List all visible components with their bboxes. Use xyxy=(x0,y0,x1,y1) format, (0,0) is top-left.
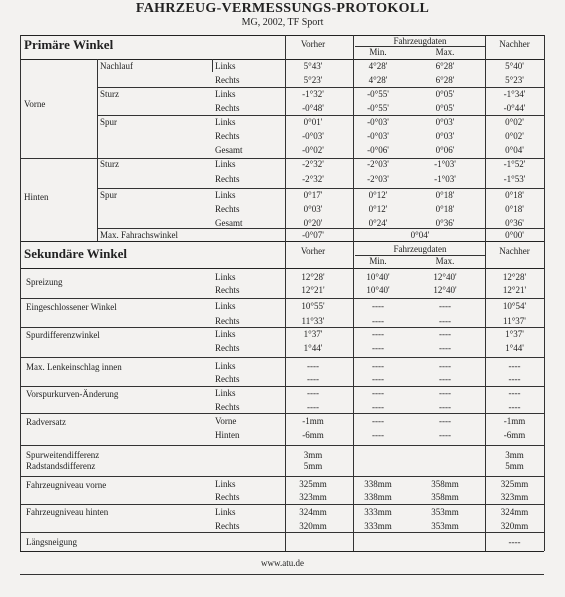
min-value: ---- xyxy=(372,430,384,440)
parameter-name: Fahrzeugniveau vorne xyxy=(26,480,107,490)
min-value: 0°12' xyxy=(368,190,388,200)
col-min-header-2: Min. xyxy=(369,256,387,266)
parameter-name: Spreizung xyxy=(26,277,63,287)
min-value: 338mm xyxy=(364,479,392,489)
max-value: 353mm xyxy=(431,521,459,531)
side-label: Links xyxy=(215,159,236,169)
before-value: 12°21' xyxy=(301,285,325,295)
before-value: 0°17' xyxy=(303,190,323,200)
col-min-header: Min. xyxy=(369,47,387,57)
col-spec-header-2: Fahrzeugdaten xyxy=(393,244,447,254)
before-value: -0°03' xyxy=(302,131,324,141)
after-value: 325mm xyxy=(500,479,529,489)
after-value: ---- xyxy=(508,388,521,398)
after-value: 0°04' xyxy=(505,145,524,155)
after-value: -1°53' xyxy=(503,174,526,184)
col-max-header-2: Max. xyxy=(435,256,455,266)
max-value: 12°40' xyxy=(433,285,457,295)
max-value: 358mm xyxy=(431,492,459,502)
after-value: 3mm xyxy=(505,450,524,460)
side-label: Rechts xyxy=(215,492,240,502)
before-value: ---- xyxy=(307,388,319,398)
max-value: 0°05' xyxy=(435,103,455,113)
before-value: 0°03' xyxy=(303,204,323,214)
table-rule xyxy=(20,357,544,358)
before-value: 10°55' xyxy=(301,301,325,311)
max-value: ---- xyxy=(439,301,451,311)
max-value: 0°03' xyxy=(435,131,455,141)
min-value: -0°55' xyxy=(367,103,389,113)
table-rule xyxy=(97,87,544,88)
rear-axle-label: Hinten xyxy=(24,192,49,202)
before-value: 320mm xyxy=(299,521,327,531)
min-value: ---- xyxy=(372,329,384,339)
table-rule xyxy=(20,35,544,36)
min-value: 338mm xyxy=(364,492,392,502)
after-value: 0°36' xyxy=(505,218,524,228)
angle-group-label: Sturz xyxy=(100,159,119,169)
side-label: Rechts xyxy=(215,316,240,326)
parameter-name: Fahrzeugniveau hinten xyxy=(26,507,109,517)
table-rule xyxy=(20,476,544,477)
min-value: ---- xyxy=(372,361,384,371)
before-value: 0°01' xyxy=(303,117,323,127)
after-value: ---- xyxy=(508,537,521,547)
max-value: ---- xyxy=(439,361,451,371)
parameter-name: Längsneigung xyxy=(26,537,77,547)
before-value: 0°20' xyxy=(303,218,323,228)
table-rule xyxy=(355,46,485,47)
max-value: 0°05' xyxy=(435,89,455,99)
min-value: 0°24' xyxy=(368,218,388,228)
table-rule xyxy=(353,35,354,551)
max-value: 358mm xyxy=(431,479,459,489)
min-value: -0°03' xyxy=(367,117,389,127)
side-label: Rechts xyxy=(215,402,240,412)
after-value: 1°44' xyxy=(505,343,524,353)
side-label: Links xyxy=(215,117,236,127)
table-rule xyxy=(20,445,544,446)
thrust-spec: 0°04' xyxy=(410,230,430,240)
before-value: -0°02' xyxy=(302,145,324,155)
before-value: 324mm xyxy=(299,507,327,517)
before-value: -2°32' xyxy=(302,174,324,184)
table-rule xyxy=(20,532,544,533)
table-rule xyxy=(97,188,544,189)
front-axle-label: Vorne xyxy=(24,99,46,109)
angle-group-label: Nachlauf xyxy=(100,61,133,71)
min-value: 0°12' xyxy=(368,204,388,214)
max-value: 0°03' xyxy=(435,117,455,127)
after-value: 0°18' xyxy=(505,204,524,214)
max-value: ---- xyxy=(439,402,451,412)
col-before-header: Vorher xyxy=(300,39,326,49)
table-rule xyxy=(20,413,544,414)
max-value: 353mm xyxy=(431,507,459,517)
col-before-header-2: Vorher xyxy=(300,246,326,256)
max-value: 0°06' xyxy=(435,145,455,155)
max-value: 0°18' xyxy=(435,190,455,200)
min-value: -2°03' xyxy=(367,159,389,169)
max-value: ---- xyxy=(439,388,451,398)
thrust-before: -0°07' xyxy=(302,230,324,240)
table-rule xyxy=(544,35,545,551)
before-value: ---- xyxy=(307,361,319,371)
side-label: Rechts xyxy=(215,521,240,531)
max-value: -1°03' xyxy=(434,159,456,169)
before-value: 5°43' xyxy=(303,61,323,71)
after-value: 5°40' xyxy=(505,61,524,71)
max-value: 6°28' xyxy=(435,61,455,71)
before-value: -1°32' xyxy=(302,89,324,99)
side-label: Rechts xyxy=(215,103,240,113)
side-label: Links xyxy=(215,89,236,99)
after-value: 12°21' xyxy=(502,285,527,295)
table-rule xyxy=(485,35,486,551)
side-label: Gesamt xyxy=(215,218,243,228)
side-label: Links xyxy=(215,388,236,398)
after-value: 12°28' xyxy=(502,272,527,282)
max-value: ---- xyxy=(439,416,451,426)
min-value: -0°03' xyxy=(367,131,389,141)
table-rule xyxy=(20,504,544,505)
side-label: Hinten xyxy=(215,430,240,440)
parameter-name: Max. Lenkeinschlag innen xyxy=(26,362,122,372)
side-label: Links xyxy=(215,190,236,200)
min-value: ---- xyxy=(372,316,384,326)
parameter-name: Spurweitendifferenz xyxy=(26,450,100,460)
min-value: 4°28' xyxy=(368,61,388,71)
col-after-header-2: Nachher xyxy=(499,246,530,256)
min-value: ---- xyxy=(372,388,384,398)
table-rule xyxy=(20,35,21,551)
table-rule xyxy=(20,298,544,299)
table-rule xyxy=(20,59,544,60)
before-value: ---- xyxy=(307,374,319,384)
after-value: 324mm xyxy=(500,507,529,517)
col-spec-header: Fahrzeugdaten xyxy=(393,36,447,46)
max-value: ---- xyxy=(439,316,451,326)
before-value: 3mm xyxy=(303,450,323,460)
min-value: ---- xyxy=(372,416,384,426)
max-value: ---- xyxy=(439,430,451,440)
before-value: 1°44' xyxy=(303,343,323,353)
after-value: 5mm xyxy=(505,461,524,471)
before-value: 11°33' xyxy=(301,316,325,326)
min-value: 4°28' xyxy=(368,75,388,85)
side-label: Links xyxy=(215,272,236,282)
col-max-header: Max. xyxy=(435,47,455,57)
after-value: ---- xyxy=(508,374,521,384)
secondary-section-title: Sekundäre Winkel xyxy=(24,246,127,261)
before-value: -2°32' xyxy=(302,159,324,169)
angle-group-label: Spur xyxy=(100,190,118,200)
max-value: -1°03' xyxy=(434,174,456,184)
before-value: -6mm xyxy=(302,430,324,440)
parameter-name: Radversatz xyxy=(26,417,66,427)
after-value: 0°02' xyxy=(505,131,524,141)
after-value: -1°52' xyxy=(503,159,526,169)
min-value: 333mm xyxy=(364,507,392,517)
after-value: 1°37' xyxy=(505,329,524,339)
max-value: 6°28' xyxy=(435,75,455,85)
table-rule xyxy=(97,115,544,116)
min-value: -2°03' xyxy=(367,174,389,184)
table-rule xyxy=(97,228,544,229)
min-value: -0°55' xyxy=(367,89,389,99)
min-value: 10°40' xyxy=(366,285,390,295)
side-label: Links xyxy=(215,507,236,517)
before-value: 12°28' xyxy=(301,272,325,282)
parameter-name: Vorspurkurven-Änderung xyxy=(26,389,119,399)
table-rule xyxy=(20,551,544,552)
side-label: Rechts xyxy=(215,204,240,214)
parameter-name: Radstandsdifferenz xyxy=(26,461,96,471)
side-label: Rechts xyxy=(215,174,240,184)
report-title: FAHRZEUG-VERMESSUNGS-PROTOKOLL xyxy=(135,1,430,16)
side-label: Rechts xyxy=(215,75,240,85)
before-value: 325mm xyxy=(299,479,327,489)
before-value: 5°23' xyxy=(303,75,323,85)
after-value: -1mm xyxy=(503,416,526,426)
thrust-after: 0°00' xyxy=(505,230,524,240)
after-value: 11°37' xyxy=(503,316,526,326)
table-rule xyxy=(212,59,213,72)
parameter-name: Eingeschlossener Winkel xyxy=(26,302,117,312)
after-value: 10°54' xyxy=(502,301,527,311)
side-label: Rechts xyxy=(215,285,240,295)
thrust-angle-label: Max. Fahrachswinkel xyxy=(100,230,178,240)
min-value: ---- xyxy=(372,374,384,384)
after-value: -1°34' xyxy=(503,89,526,99)
max-value: ---- xyxy=(439,343,451,353)
before-value: ---- xyxy=(307,402,319,412)
before-value: -0°48' xyxy=(302,103,324,113)
after-value: 0°02' xyxy=(505,117,524,127)
side-label: Links xyxy=(215,61,236,71)
side-label: Vorne xyxy=(215,416,237,426)
side-label: Rechts xyxy=(215,374,240,384)
table-rule xyxy=(20,268,544,269)
min-value: -0°06' xyxy=(367,145,389,155)
max-value: 12°40' xyxy=(433,272,457,282)
table-rule xyxy=(97,59,98,241)
min-value: ---- xyxy=(372,402,384,412)
before-value: 323mm xyxy=(299,492,327,502)
angle-group-label: Sturz xyxy=(100,89,119,99)
side-label: Links xyxy=(215,329,236,339)
min-value: 333mm xyxy=(364,521,392,531)
before-value: 1°37' xyxy=(303,329,323,339)
side-label: Links xyxy=(215,479,236,489)
primary-section-title: Primäre Winkel xyxy=(24,37,114,52)
table-rule xyxy=(285,35,286,551)
max-value: 0°18' xyxy=(435,204,455,214)
parameter-name: Spurdifferenzwinkel xyxy=(26,330,100,340)
after-value: 323mm xyxy=(500,492,529,502)
after-value: ---- xyxy=(508,361,521,371)
table-rule xyxy=(20,386,544,387)
footer-url: www.atu.de xyxy=(261,558,304,568)
min-value: 10°40' xyxy=(366,272,390,282)
table-rule xyxy=(20,574,544,575)
min-value: ---- xyxy=(372,301,384,311)
table-rule xyxy=(20,158,544,159)
col-after-header: Nachher xyxy=(499,39,530,49)
angle-group-label: Spur xyxy=(100,117,118,127)
vehicle-subtitle: MG, 2002, TF Sport xyxy=(241,17,324,28)
side-label: Links xyxy=(215,361,236,371)
min-value: ---- xyxy=(372,343,384,353)
max-value: ---- xyxy=(439,329,451,339)
before-value: -1mm xyxy=(302,416,324,426)
side-label: Rechts xyxy=(215,131,240,141)
table-rule xyxy=(355,255,485,256)
after-value: 0°18' xyxy=(505,190,524,200)
table-rule xyxy=(20,241,544,242)
after-value: 320mm xyxy=(500,521,529,531)
before-value: 5mm xyxy=(303,461,323,471)
max-value: ---- xyxy=(439,374,451,384)
after-value: -0°44' xyxy=(503,103,526,113)
after-value: 5°23' xyxy=(505,75,524,85)
side-label: Links xyxy=(215,301,236,311)
side-label: Rechts xyxy=(215,343,240,353)
table-rule xyxy=(20,327,544,328)
side-label: Gesamt xyxy=(215,145,243,155)
after-value: -6mm xyxy=(503,430,526,440)
after-value: ---- xyxy=(508,402,521,412)
max-value: 0°36' xyxy=(435,218,455,228)
